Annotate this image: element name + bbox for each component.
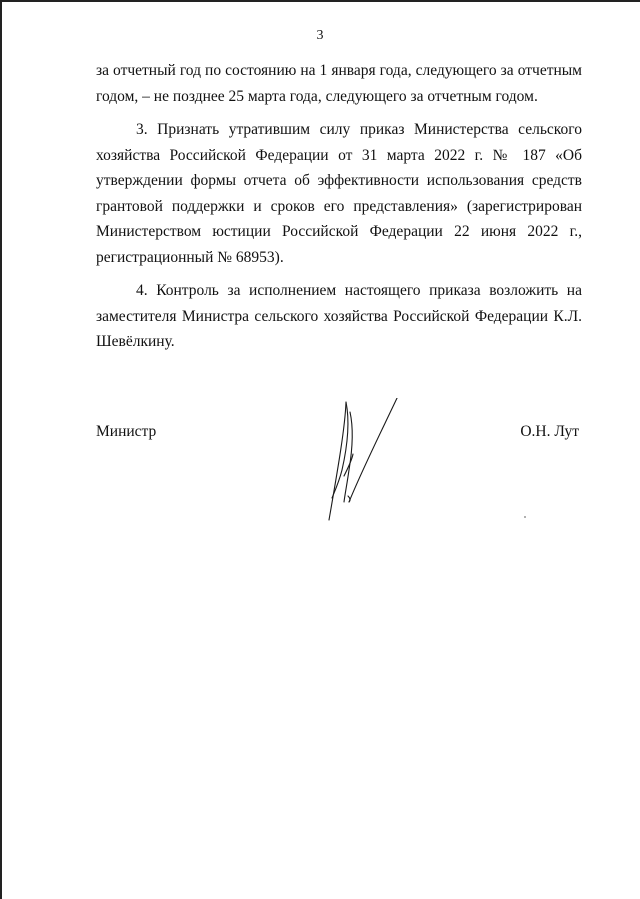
page-number: 3 xyxy=(316,28,324,43)
signatory-title: Министр xyxy=(96,423,157,440)
paragraph-3-repeal-order: 3. Признать утратившим силу приказ Министерства сельского хозяйства Российской Федерации от 31 марта 2022 г. № 187 «Об утверждении формы отчета об эффективности использования средств грантовой поддержки и сроков его представления» (зарегистрирован Министерством юстиции Российской Федерации 22 июня 2022 г., регистрационный № 68953). xyxy=(96,121,582,266)
paragraph-4-control: 4. Контроль за исполнением настоящего приказа возложить на заместителя Министра сельского хозяйства Российской Федерации К.Л. Шевёлкину. xyxy=(96,282,582,350)
paragraph-reporting-deadline: за отчетный год по состоянию на 1 января года, следующего за отчетным годом, – не позднее 25 марта года, следующего за отчетным годом. xyxy=(96,62,582,105)
handwritten-signature-icon xyxy=(324,398,414,528)
signatory-name: О.Н. Лут xyxy=(520,423,579,440)
scan-edge-left xyxy=(0,0,2,899)
document-body xyxy=(96,58,582,363)
signature-block xyxy=(96,420,582,530)
scan-speck xyxy=(524,516,526,518)
scan-edge-top xyxy=(0,0,640,2)
